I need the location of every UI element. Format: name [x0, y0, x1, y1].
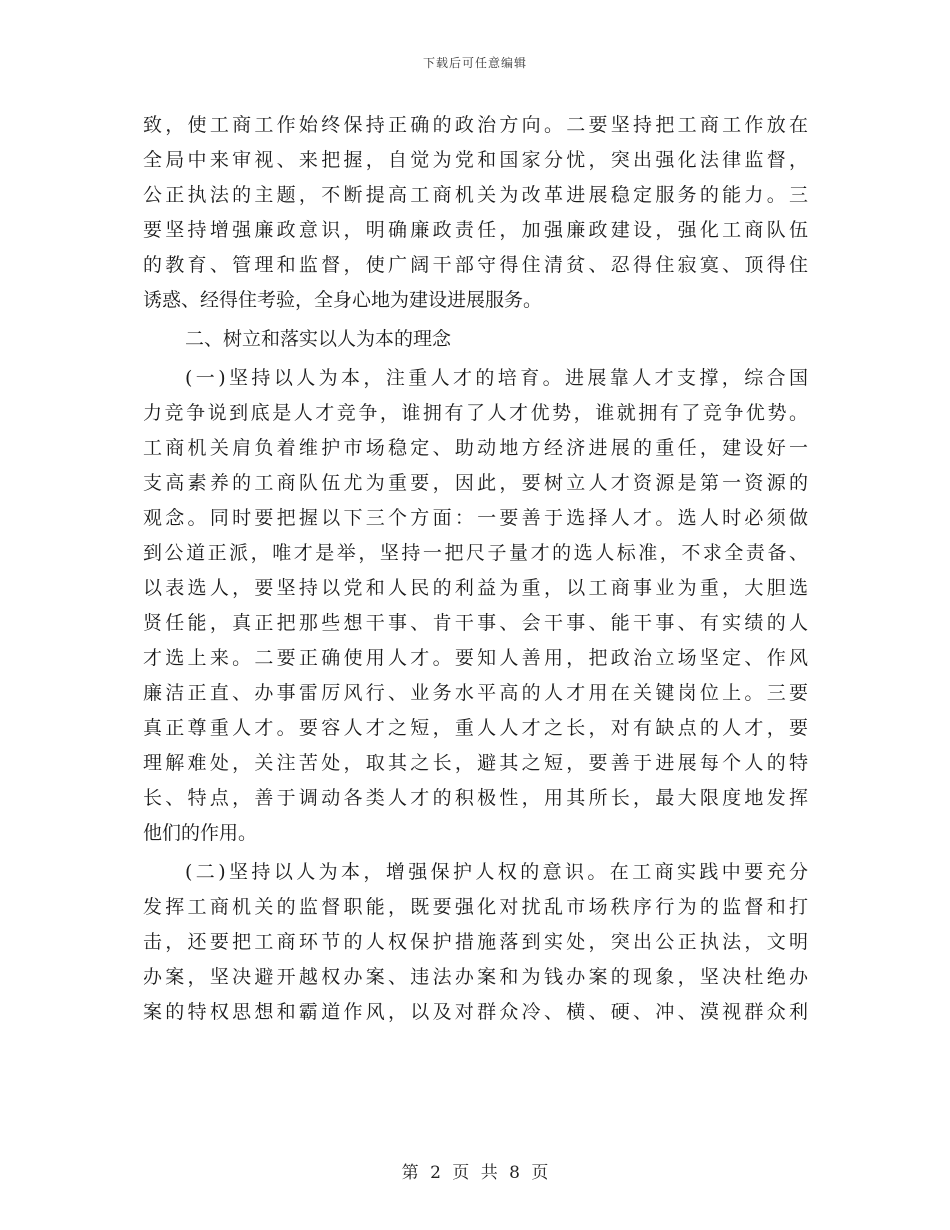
body-line: 发挥工商机关的监督职能，既要强化对扰乱市场秩序行为的监督和打: [143, 896, 808, 918]
page-number: 第 2 页 共 8 页: [401, 1163, 549, 1183]
body-line: 公正执法的主题，不断提高工商机关为改革进展稳定服务的能力。三: [143, 184, 808, 206]
body-line: 他们的作用。: [143, 822, 258, 844]
body-line: 全局中来审视、来把握，自觉为党和国家分忧，突出强化法律监督，: [143, 149, 808, 171]
body-line: 长、特点，善于调动各类人才的积极性，用其所长，最大限度地发挥: [143, 787, 808, 809]
body-line: 要坚持增强廉政意识，明确廉政责任，加强廉政建设，强化工商队伍: [143, 219, 808, 241]
body-line: 工商机关肩负着维护市场稳定、助动地方经济进展的重任，建设好一: [143, 437, 808, 459]
body-line: 诱惑、经得住考验，全身心地为建设进展服务。: [143, 289, 543, 311]
body-line: 贤任能，真正把那些想干事、肯干事、会干事、能干事、有实绩的人: [143, 612, 808, 634]
body-line: 办案，坚决避开越权办案、违法办案和为钱办案的现象，坚决杜绝办: [143, 966, 808, 988]
body-line: 的教育、管理和监督，使广阔干部守得住清贫、忍得住寂寞、顶得住: [143, 254, 808, 276]
body-line: 案的特权思想和霸道作风，以及对群众冷、横、硬、冲、漠视群众利: [143, 1001, 808, 1023]
section-heading: 二、树立和落实以人为本的理念: [185, 328, 452, 350]
body-line: 才选上来。二要正确使用人才。要知人善用，把政治立场坚定、作风: [143, 647, 808, 669]
body-line: 力竞争说到底是人才竞争，谁拥有了人才优势，谁就拥有了竞争优势。: [143, 402, 808, 424]
body-line: 致，使工商工作始终保持正确的政治方向。二要坚持把工商工作放在: [143, 114, 808, 136]
page-header: 下载后可任意编辑: [422, 56, 527, 70]
body-line: 击，还要把工商环节的人权保护措施落到实处，突出公正执法，文明: [143, 931, 808, 953]
body-line: 支高素养的工商队伍尤为重要，因此，要树立人才资源是第一资源的: [143, 472, 808, 494]
body-line: 理解难处，关注苦处，取其之长，避其之短，要善于进展每个人的特: [143, 752, 808, 774]
body-line: 廉洁正直、办事雷厉风行、业务水平高的人才用在关键岗位上。三要: [143, 682, 808, 704]
body-line: 到公道正派，唯才是举，坚持一把尺子量才的选人标准，不求全责备、: [143, 542, 808, 564]
body-line: 真正尊重人才。要容人才之短，重人人才之长，对有缺点的人才，要: [143, 717, 808, 739]
subsection-start: (二)坚持以人为本，增强保护人权的意识。在工商实践中要充分: [185, 861, 808, 883]
subsection-start: (一)坚持以人为本，注重人才的培育。进展靠人才支撑，综合国: [185, 367, 808, 389]
body-line: 以表选人，要坚持以党和人民的利益为重，以工商事业为重，大胆选: [143, 577, 808, 599]
body-line: 观念。同时要把握以下三个方面：一要善于选择人才。选人时必须做: [143, 507, 808, 529]
document-body: [143, 108, 808, 1030]
